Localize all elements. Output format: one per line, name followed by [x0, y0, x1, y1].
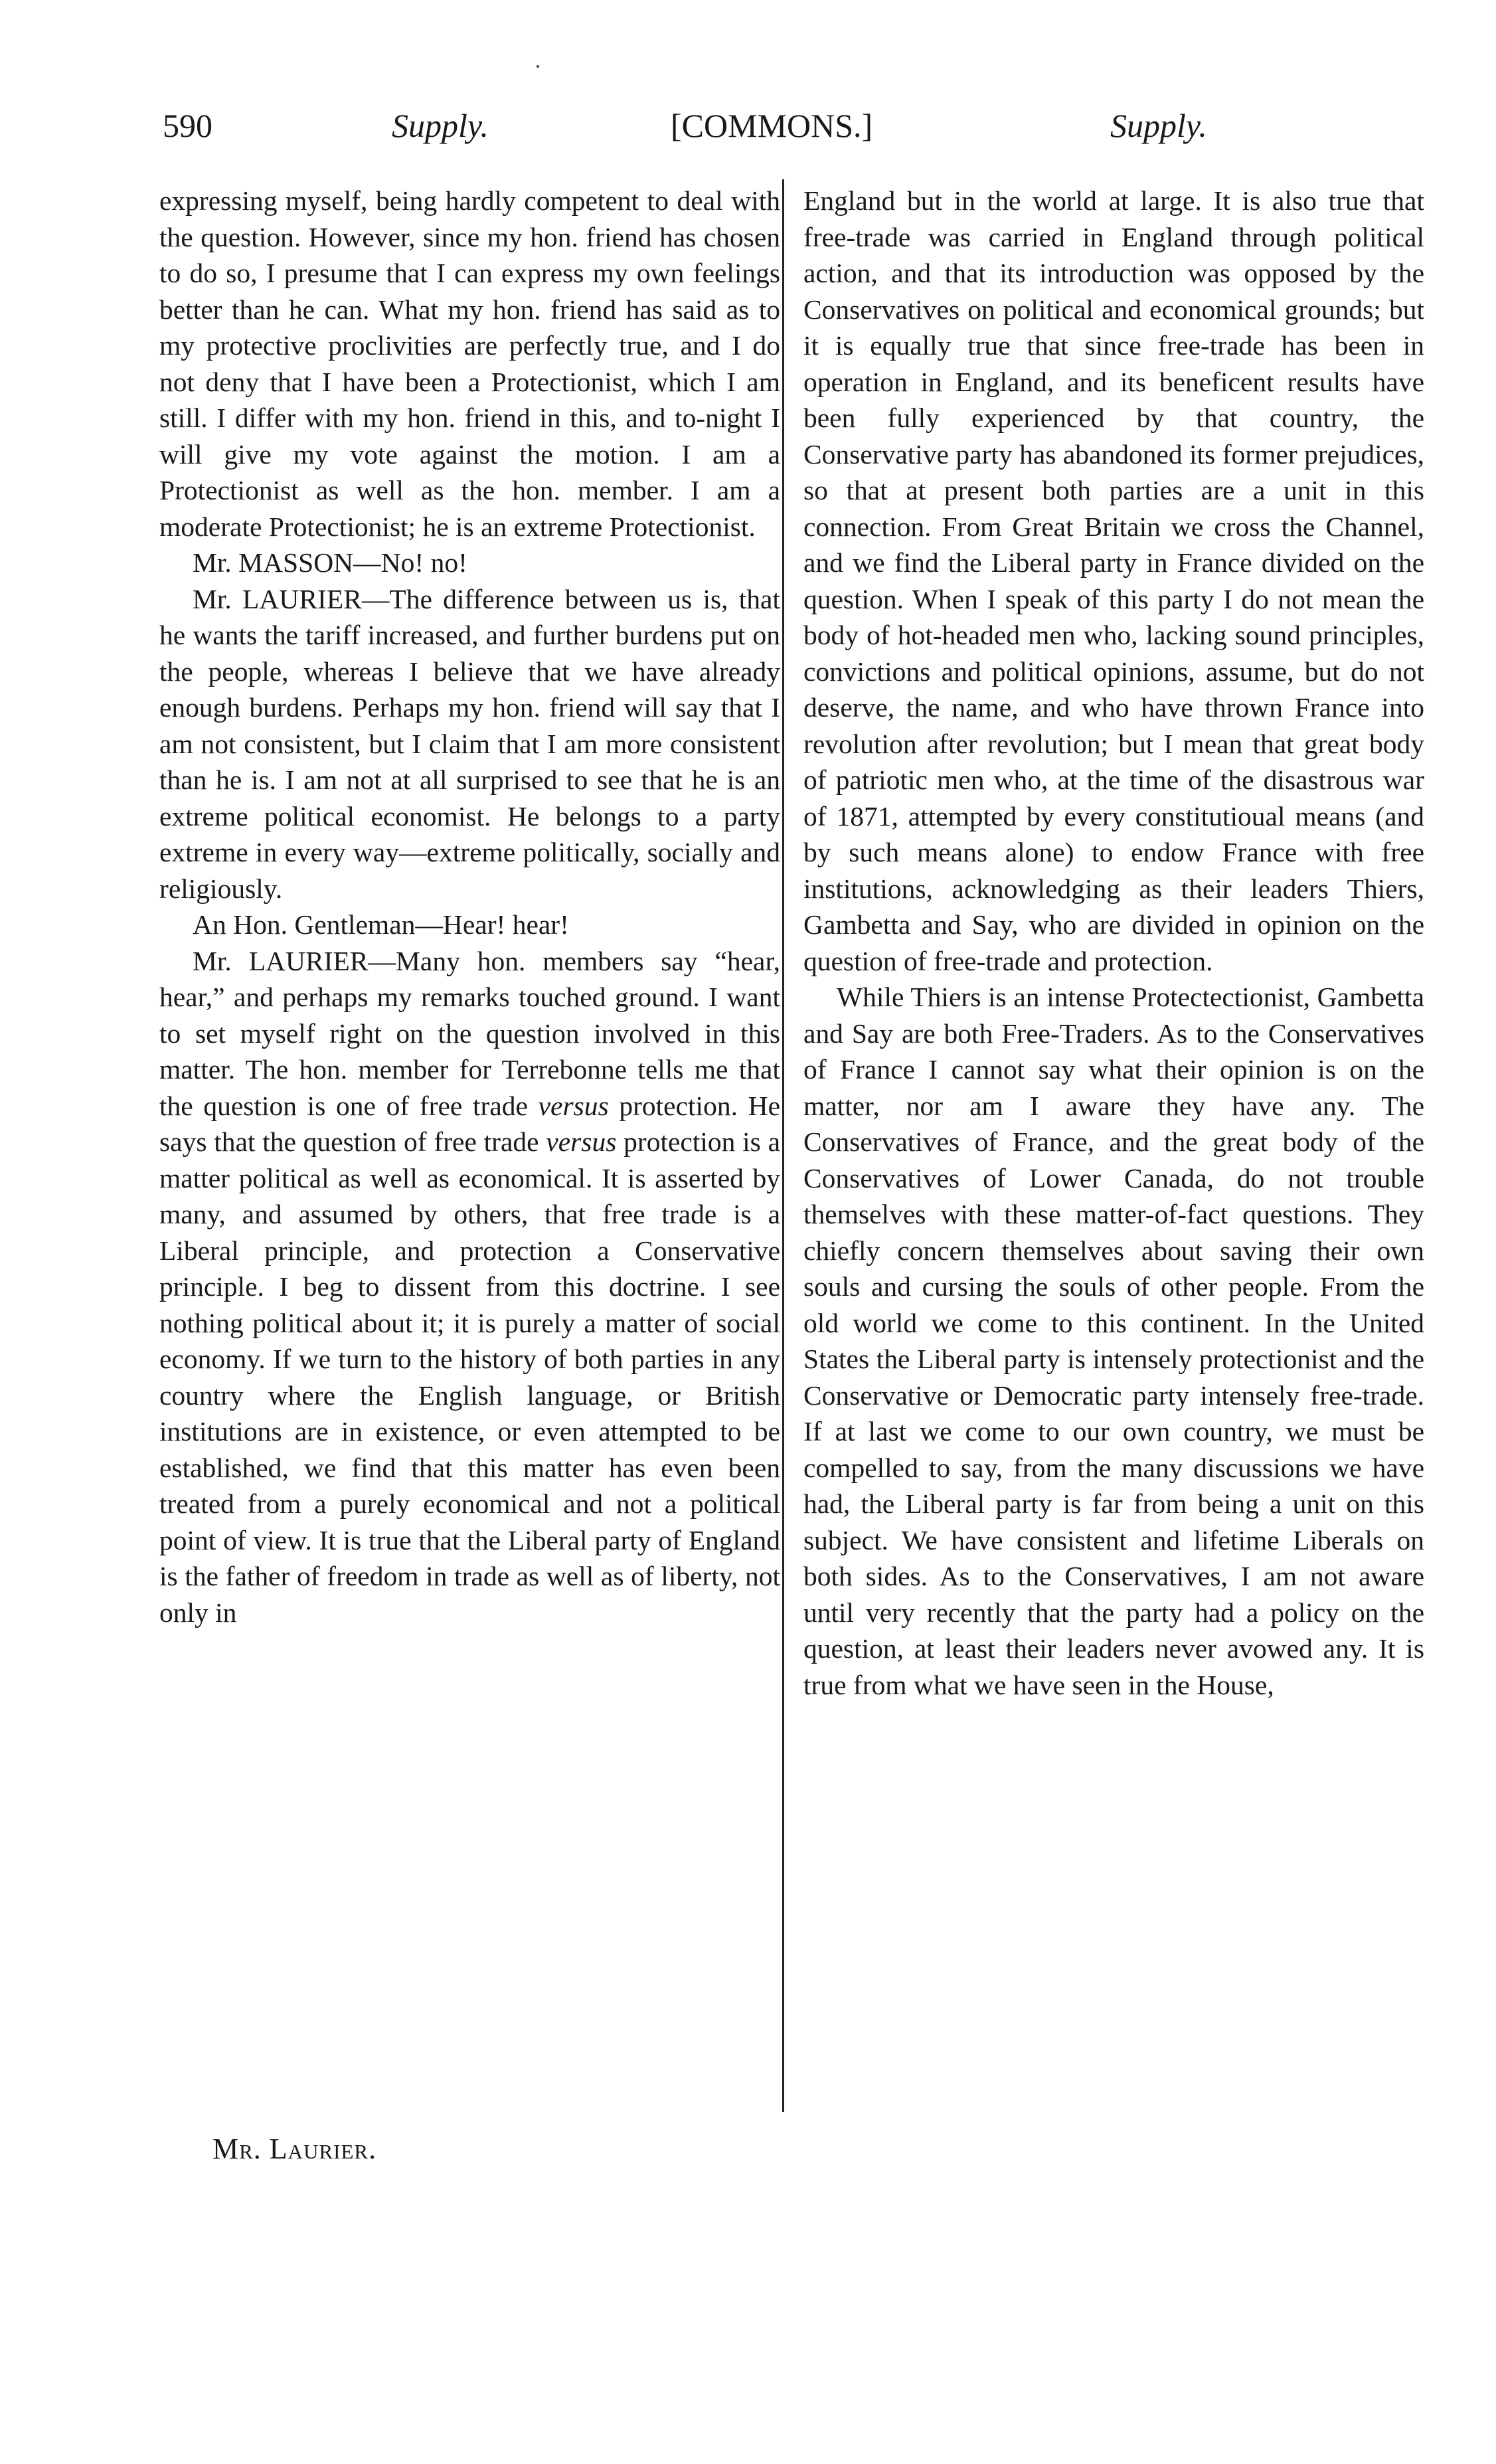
header-center-title: [COMMONS.]	[671, 107, 873, 144]
header-left-title: Supply.	[392, 107, 489, 144]
italic-word: versus	[538, 1090, 609, 1121]
paragraph: Mr. LAURIER—Many hon. members say “hear, hear,” and perhaps my remarks touched ground. I want to set myself right on the question involved in this matter. The hon. member for Terrebonne tells me that the question is one of free trade versus protection. He says that the question of free trade versus protection is a matter political as well as economical. It is asserted by many, and assumed by others, that free trade is a Liberal principle, and protection a Conservative principle. I beg to dissent from this doctrine. I see nothing political about it; it is purely a matter of social economy. If we turn to the history of both parties in any country where the English language, or British institutions are in existence, or even attempted to be established, we find that this matter has even been treated from a purely economical and not a political point of view. It is true that the Liberal party of England is the father of freedom in trade as well as of liberty, not only in	[159, 945, 781, 1628]
paragraph: England but in the world at large. It is also true that free-trade was carried in England through political action, and that its introduction was opposed by the Conservatives on political and economical grounds; but it is equally true that since free-trade has been in operation in England, and its beneficent results have been fully experienced by that country, the Conservative party has abandoned its former prejudices, so that at present both parties are a unit in this connection. From Great Britain we cross the Channel, and we find the Liberal party in France divided on the question. When I speak of this party I do not mean the body of hot-headed men who, lacking sound principles, convictions and political opinions, assume, but do not deserve, the name, and who have thrown France into revolution after revolution; but I mean that great body of patriotic men who, at the time of the disastrous war of 1871, attempted by every constitutioual means (and by such means alone) to endow France with free institutions, acknowledging as their leaders Thiers, Gambetta and Say, who are divided in opinion on the question of free-trade and protection.	[803, 185, 1424, 976]
paragraph: An Hon. Gentleman—Hear! hear!	[193, 909, 569, 940]
page-number: 590	[163, 107, 212, 144]
italic-word: versus	[546, 1126, 617, 1157]
header-right-title: Supply.	[1110, 107, 1207, 144]
paragraph: Mr. LAURIER—The difference between us is, that he wants the tariff increased, and further burdens put on the people, whereas I believe that we have already enough burdens. Perhaps my hon. friend will say that I am not consistent, but I claim that I am more consistent than he is. I am not at all surprised to see that he is an extreme political economist. He belongs to a party extreme in every way—extreme politically, socially and religiously.	[159, 583, 780, 904]
scan-speck	[537, 65, 539, 68]
running-header	[0, 106, 1496, 159]
left-column	[159, 183, 780, 1630]
footer-speaker: Mr. Laurier.	[212, 2133, 377, 2165]
column-divider	[782, 179, 784, 2112]
paragraph: Mr. MASSON—No! no!	[193, 547, 467, 578]
paragraph: expressing myself, being hardly competent to deal with the question. However, since my hon. friend has chosen to do so, I presume that I can express my own feelings better than he can. What my hon. friend has said as to my protective proclivities are perfectly true, and I do not deny that I have been a Protectionist, which I am still. I differ with my hon. friend in this, and to-night I will give my vote against the motion. I am a Protectionist as well as the hon. member. I am a moderate Protectionist; he is an extreme Protectionist.	[159, 185, 780, 542]
right-column	[803, 183, 1424, 1703]
paragraph: While Thiers is an intense Protectectionist, Gambetta and Say are both Free-Traders. As to the Conservatives of France I cannot say what their opinion is on the matter, nor am I aware they have any. The Conservatives of France, and the great body of the Conservatives of Lower Canada, do not trouble themselves with these matter-of-fact questions. They chiefly concern themselves about saving their own souls and cursing the souls of other people. From the old world we come to this continent. In the United States the Liberal party is intensely protectionist and the Conservative or Democratic party intensely free-trade. If at last we come to our own country, we must be compelled to say, from the many discussions we have had, the Liberal party is far from being a unit on this subject. We have consistent and lifetime Liberals on both sides. As to the Conservatives, I am not aware until very recently that the party had a policy on the question, at least their leaders never avowed any. It is true from what we have seen in the House,	[803, 982, 1424, 1700]
